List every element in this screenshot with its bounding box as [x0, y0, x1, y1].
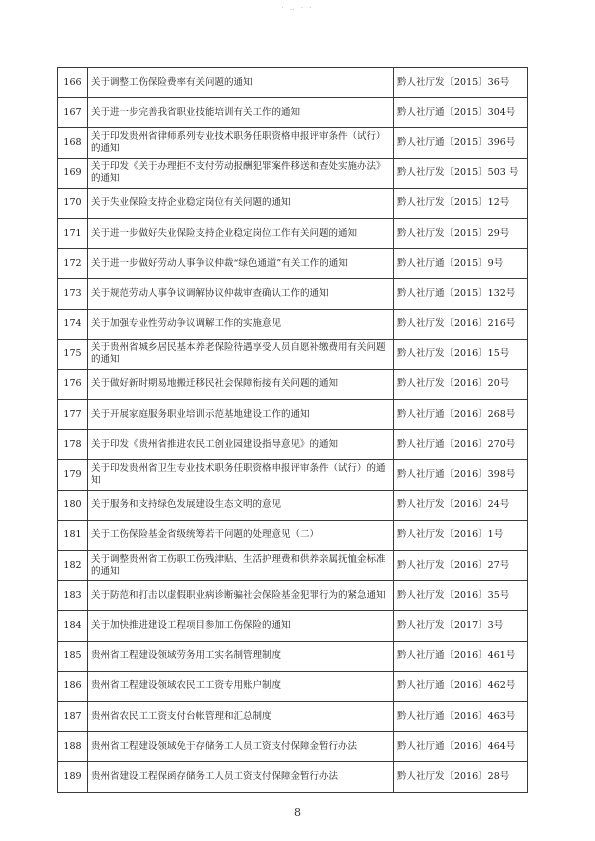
document-number: 黔人社厅通〔2016〕268号: [394, 400, 528, 430]
table-row: [58, 671, 528, 701]
row-number: 178: [58, 430, 88, 460]
document-title: 关于进一步做好失业保险支持企业稳定岗位工作有关问题的通知: [88, 218, 394, 248]
document-title: 贵州省工程建设领域农民工工资专用账户制度: [88, 671, 394, 701]
row-number: 188: [58, 732, 88, 762]
document-title: 贵州省建设工程保函存储务工人员工资支付保障金暂行办法: [88, 762, 394, 792]
document-title: 关于印发《关于办理拒不支付劳动报酬犯罪案件移送和查处实施办法》的通知: [88, 158, 394, 188]
document-title: 关于印发《贵州省推进农民工创业园建设指导意见》的通知: [88, 430, 394, 460]
document-number: 黔人社厅通〔2016〕461号: [394, 641, 528, 671]
row-number: 187: [58, 701, 88, 731]
document-number: 黔人社厅发〔2016〕24号: [394, 490, 528, 520]
document-title: 关于进一步完善我省职业技能培训有关工作的通知: [88, 98, 394, 128]
row-number: 170: [58, 188, 88, 218]
document-number: 黔人社厅发〔2016〕216号: [394, 309, 528, 339]
document-title: 关于服务和支持绿色发展建设生态文明的意见: [88, 490, 394, 520]
document-number: 黔人社厅发〔2015〕36号: [394, 68, 528, 98]
document-number: 黔人社厅发〔2015〕12号: [394, 188, 528, 218]
row-number: 171: [58, 218, 88, 248]
document-title: 关于开展家庭服务职业培训示范基地建设工作的通知: [88, 400, 394, 430]
document-title: 关于调整工伤保险费率有关问题的通知: [88, 68, 394, 98]
table-row: [58, 279, 528, 309]
table-row: [58, 188, 528, 218]
table-row: [58, 581, 528, 611]
document-table: [57, 67, 528, 793]
row-number: 183: [58, 581, 88, 611]
table-row: [58, 490, 528, 520]
document-number: 黔人社厅发〔2016〕35号: [394, 581, 528, 611]
document-number: 黔人社厅发〔2016〕1号: [394, 520, 528, 550]
table-row: [58, 611, 528, 641]
document-number: 黔人社厅发〔2016〕28号: [394, 762, 528, 792]
table-row: [58, 68, 528, 98]
document-title: 贵州省农民工工资支付台帐管理和汇总制度: [88, 701, 394, 731]
document-number: 黔人社厅发〔2016〕20号: [394, 369, 528, 399]
document-title: 关于防范和打击以虚假职业病诊断骗社会保险基金犯罪行为的紧急通知: [88, 581, 394, 611]
table-row: [58, 249, 528, 279]
row-number: 189: [58, 762, 88, 792]
row-number: 176: [58, 369, 88, 399]
document-title: 关于印发贵州省卫生专业技术职务任职资格申报评审条件（试行）的通知: [88, 460, 394, 490]
document-number: 黔人社厅发〔2015〕29号: [394, 218, 528, 248]
document-title: 关于加强专业性劳动争议调解工作的实施意见: [88, 309, 394, 339]
row-number: 181: [58, 520, 88, 550]
table-row: [58, 762, 528, 792]
document-title: 贵州省工程建设领域免于存储务工人员工资支付保障金暂行办法: [88, 732, 394, 762]
table-row: [58, 732, 528, 762]
row-number: 175: [58, 339, 88, 369]
document-title: 关于贵州省城乡居民基本养老保险待遇享受人员自愿补缴费用有关问题的通知: [88, 339, 394, 369]
document-number: 黔人社厅发〔2017〕3号: [394, 611, 528, 641]
row-number: 180: [58, 490, 88, 520]
table-row: [58, 309, 528, 339]
document-title: 关于印发贵州省律师系列专业技术职务任职资格申报评审条件（试行）的通知: [88, 128, 394, 158]
table-row: [58, 400, 528, 430]
page-number: 8: [294, 806, 301, 819]
document-title: 关于失业保险支持企业稳定岗位有关问题的通知: [88, 188, 394, 218]
row-number: 182: [58, 551, 88, 581]
document-title: 关于做好新时期易地搬迁移民社会保障衔接有关问题的通知: [88, 369, 394, 399]
row-number: 186: [58, 671, 88, 701]
row-number: 168: [58, 128, 88, 158]
document-title: 关于进一步做好劳动人事争议仲裁“绿色通道”有关工作的通知: [88, 249, 394, 279]
document-number: 黔人社厅通〔2016〕462号: [394, 671, 528, 701]
document-number: 黔人社厅发〔2015〕503 号: [394, 158, 528, 188]
document-table-body: [58, 68, 528, 793]
table-row: [58, 128, 528, 158]
table-row: [58, 430, 528, 460]
document-number: 黔人社厅发〔2016〕27号: [394, 551, 528, 581]
document-number: 黔人社厅通〔2016〕398号: [394, 460, 528, 490]
table-row: [58, 339, 528, 369]
row-number: 177: [58, 400, 88, 430]
row-number: 184: [58, 611, 88, 641]
document-title: 关于工伤保险基金省级统筹若干问题的处理意见（二）: [88, 520, 394, 550]
document-number: 黔人社厅通〔2016〕463号: [394, 701, 528, 731]
table-row: [58, 460, 528, 490]
document-title: 贵州省工程建设领域劳务用工实名制管理制度: [88, 641, 394, 671]
row-number: 167: [58, 98, 88, 128]
document-title: 关于加快推进建设工程项目参加工伤保险的通知: [88, 611, 394, 641]
table-row: [58, 701, 528, 731]
row-number: 174: [58, 309, 88, 339]
table-row: [58, 369, 528, 399]
document-number: 黔人社厅通〔2016〕270号: [394, 430, 528, 460]
document-number: 黔人社厅通〔2015〕304号: [394, 98, 528, 128]
table-row: [58, 98, 528, 128]
document-title: 关于规范劳动人事争议调解协议仲裁审查确认工作的通知: [88, 279, 394, 309]
table-row: [58, 218, 528, 248]
row-number: 166: [58, 68, 88, 98]
row-number: 169: [58, 158, 88, 188]
document-number: 黔人社厅通〔2015〕132号: [394, 279, 528, 309]
row-number: 172: [58, 249, 88, 279]
header-mark: · ‥ · ·: [281, 4, 314, 12]
document-number: 黔人社厅发〔2016〕15号: [394, 339, 528, 369]
row-number: 173: [58, 279, 88, 309]
table-row: [58, 641, 528, 671]
document-title: 关于调整贵州省工伤职工伤残津贴、生活护理费和供养亲属抚恤金标准的通知: [88, 551, 394, 581]
row-number: 179: [58, 460, 88, 490]
document-number: 黔人社厅通〔2016〕464号: [394, 732, 528, 762]
table-row: [58, 158, 528, 188]
document-number: 黔人社厅通〔2015〕396号: [394, 128, 528, 158]
row-number: 185: [58, 641, 88, 671]
table-row: [58, 551, 528, 581]
document-number: 黔人社厅通〔2015〕9号: [394, 249, 528, 279]
table-row: [58, 520, 528, 550]
